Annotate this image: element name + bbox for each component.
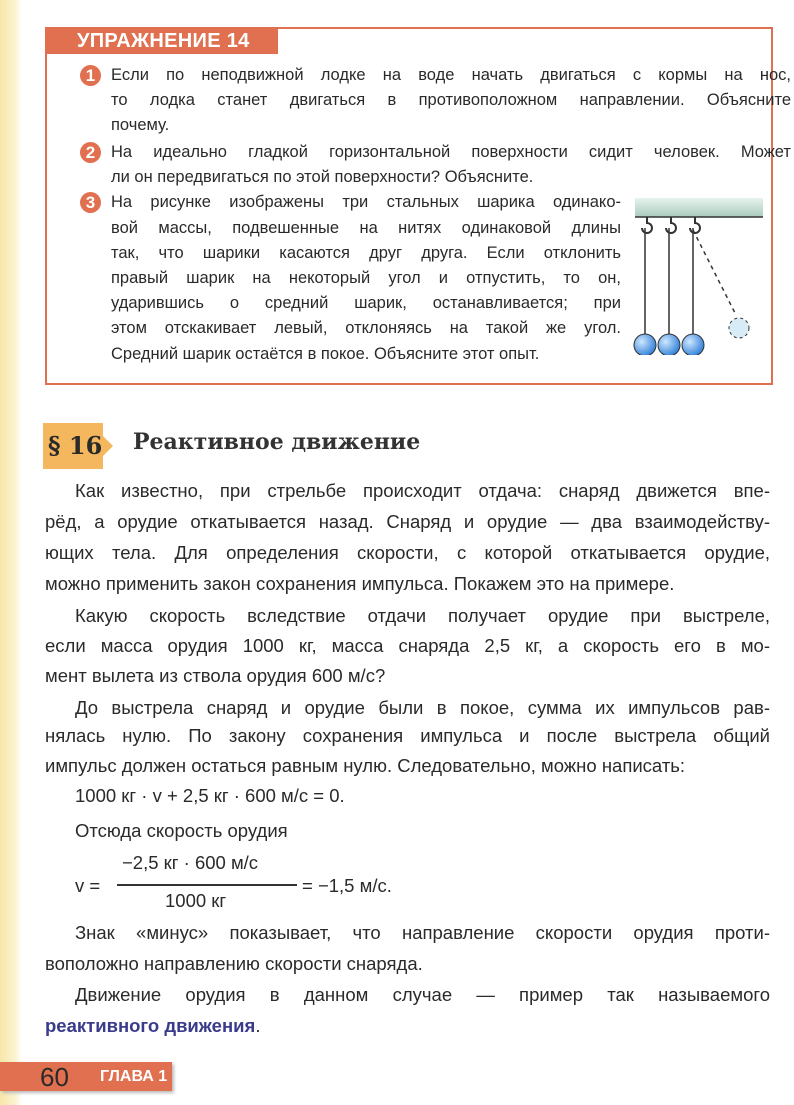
section-title: Реактивное движение — [133, 429, 421, 455]
section-badge — [43, 423, 103, 469]
exercise-line: то лодка станет двигаться в противоположном направлении. Объясните — [111, 91, 791, 109]
paragraph-line: Знак «минус» показывает, что направление скорости орудия проти- — [75, 922, 770, 943]
exercise-line: На рисунке изображены три стальных шарика одинако- — [111, 193, 621, 211]
section-number: § 16 — [48, 431, 103, 460]
formula-numerator: −2,5 кг · 600 м/с — [122, 852, 259, 873]
exercise-number-1: 1 — [80, 65, 101, 86]
page-number: 60 — [40, 1062, 69, 1092]
exercise-line: На идеально гладкой горизонтальной поверхности сидит человек. Может — [111, 143, 791, 161]
exercise-title: УПРАЖНЕНИЕ 14 — [45, 27, 278, 54]
exercise-line: Если по неподвижной лодке на воде начать двигаться с кормы на нос, — [111, 66, 791, 84]
page-footer — [0, 1062, 172, 1091]
formula-denominator: 1000 кг — [165, 890, 227, 911]
formula-result: = −1,5 м/с. — [302, 875, 392, 896]
exercise-line: ударившись о средний шарик, останавливается; при — [111, 294, 621, 312]
formula-lhs: v = — [75, 875, 101, 896]
exercise-line: так, что шарики касаются друг друга. Если отклонить — [111, 244, 621, 262]
paragraph-line: импульс должен остаться равным нулю. Следовательно, можно написать: — [45, 755, 686, 776]
key-term: реактивного движения — [45, 1015, 256, 1036]
paragraph-line: ющих тела. Для определения скорости, с которой откатывается орудие, — [45, 542, 770, 563]
paragraph-line: Движение орудия в данном случае — пример так называемого — [75, 984, 770, 1005]
paragraph-line: Как известно, при стрельбе происходит отдача: снаряд движется впе- — [75, 480, 770, 501]
paragraph-line: можно применить закон сохранения импульса. Покажем это на примере. — [45, 573, 675, 594]
paragraph-line: мент вылета из ствола орудия 600 м/с? — [45, 665, 386, 686]
paragraph-line: нялась нулю. По закону сохранения импульса и после выстрела общий — [45, 725, 770, 746]
paragraph-line: воположно направлению скорости снаряда. — [45, 953, 423, 974]
paragraph-line: 1000 кг · v + 2,5 кг · 600 м/с = 0. — [75, 785, 345, 806]
exercise-line: Средний шарик остаётся в покое. Объясните этот опыт. — [111, 345, 540, 363]
pendulum-figure — [633, 195, 763, 355]
exercise-line: этом отскакивает левый, отклоняясь на такой же угол. — [111, 319, 621, 337]
exercise-line: вой массы, подвешенные на нитях одинаковой длины — [111, 219, 621, 237]
fraction-bar — [117, 884, 297, 886]
exercise-line: почему. — [111, 116, 170, 134]
paragraph-line: Какую скорость вследствие отдачи получает орудие при выстреле, — [75, 605, 770, 626]
paragraph-line: рёд, а орудие откатывается назад. Снаряд и орудие — два взаимодейству- — [45, 511, 770, 532]
exercise-line: правый шарик на некоторый угол и отпустить, то он, — [111, 269, 621, 287]
term-line — [45, 1013, 260, 1039]
paragraph-line: если масса орудия 1000 кг, масса снаряда 2,5 кг, а скорость его в мо- — [45, 635, 770, 656]
chapter-label: ГЛАВА 1 — [100, 1068, 168, 1085]
paragraph-line: Отсюда скорость орудия — [75, 820, 288, 841]
paragraph-line: До выстрела снаряд и орудие были в покое, сумма их импульсов рав- — [75, 697, 770, 718]
exercise-number-2: 2 — [80, 142, 101, 163]
exercise-number-3: 3 — [80, 192, 101, 213]
exercise-line: ли он передвигаться по этой поверхности? Объясните. — [111, 168, 534, 186]
term-end: . — [255, 1015, 261, 1036]
page-edge-strip — [0, 0, 22, 1105]
